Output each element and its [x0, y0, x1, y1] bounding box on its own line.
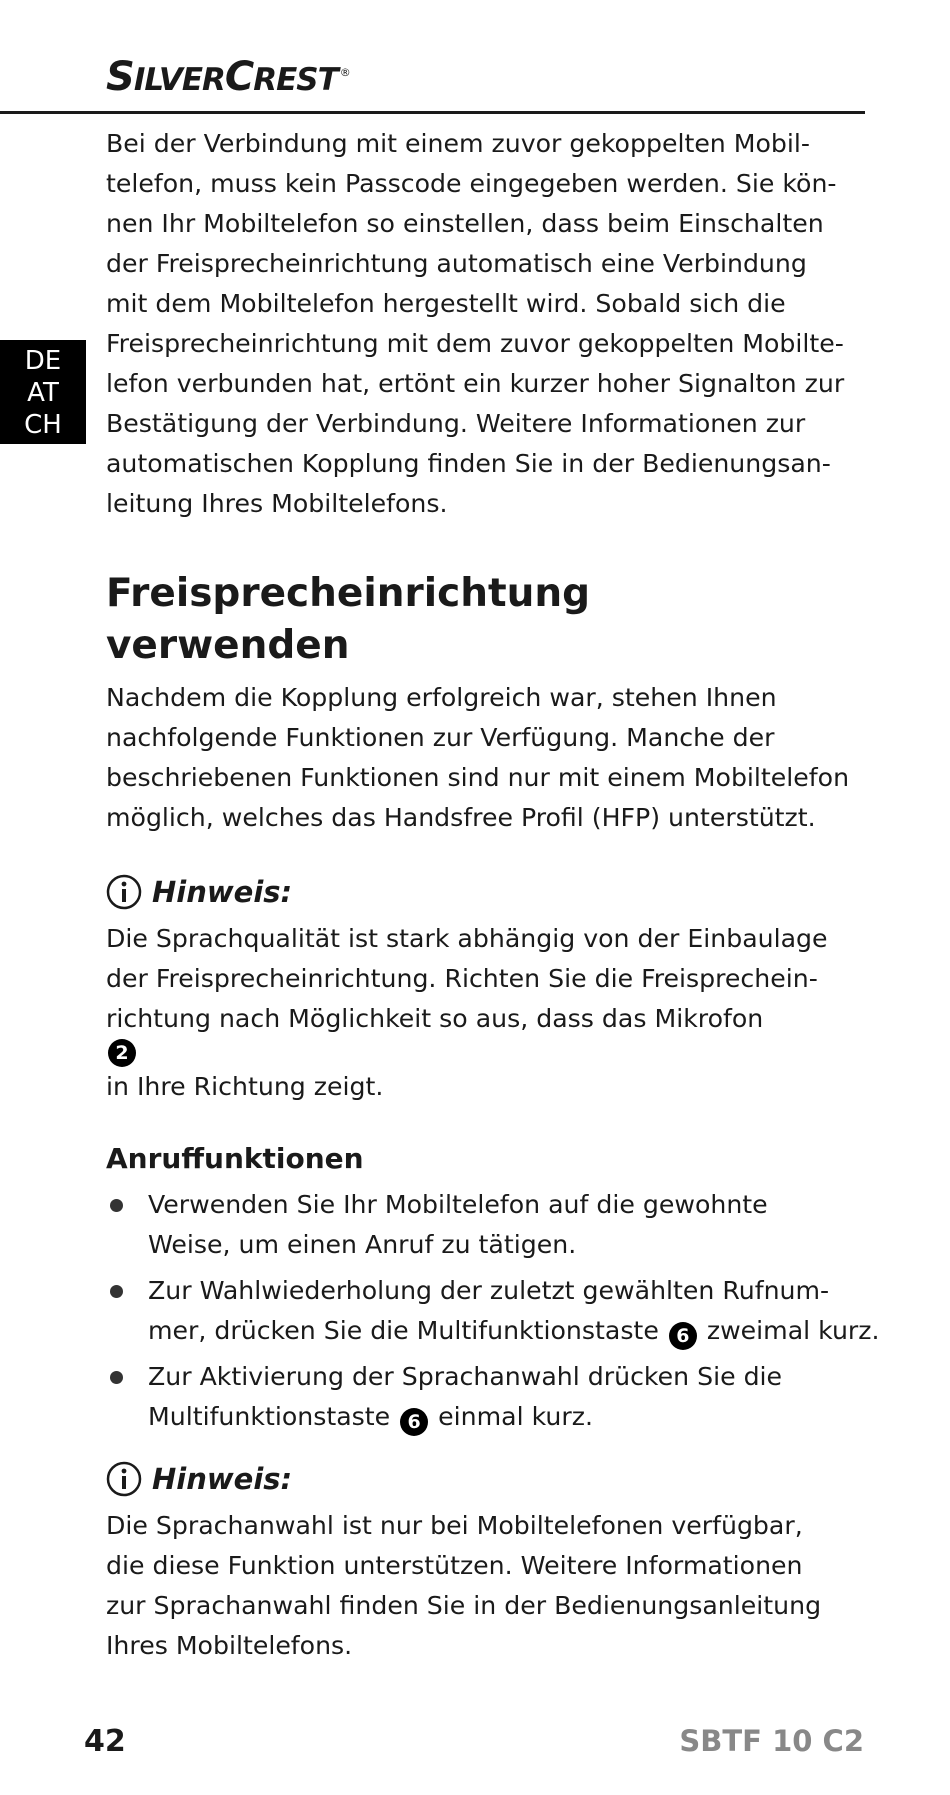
note-title: Hinweis:: [152, 1462, 293, 1496]
note-paragraph: Die Sprachqualität ist stark abhängig von der Einbaulage der Freisprecheinrichtung. Richten Sie die Freisprechein- richtung nach Möglichkeit so aus, dass das Mikrofon 2 in Ihre Richtung zeigt.: [106, 924, 828, 1101]
bullet-icon: [110, 1371, 123, 1384]
list-item: Zur Wahlwiederholung der zuletzt gewählten Rufnum- mer, drücken Sie die Multifunktionstaste 6 zweimal kurz.: [106, 1271, 846, 1351]
component-number-badge: 6: [400, 1408, 428, 1436]
component-number-badge: 6: [669, 1322, 697, 1350]
section-paragraph: Nachdem die Kopplung erfolgreich war, stehen Ihnen nachfolgende Funktionen zur Verfügung. Manche der beschriebenen Funktionen sind nur mit einem Mobiltelefon möglich, welches das Handsfree Profil (HFP) unterstützt.: [106, 683, 850, 832]
lang-de: DE: [24, 346, 62, 376]
info-icon: [106, 874, 142, 910]
lang-ch: CH: [24, 410, 62, 440]
note-title: Hinweis:: [152, 875, 293, 909]
language-tab: [0, 340, 86, 444]
model-number: SBTF 10 C2: [679, 1724, 864, 1758]
call-functions-list: [106, 1185, 880, 1437]
note-paragraph: Die Sprachanwahl ist nur bei Mobiltelefonen verfügbar, die diese Funktion unterstützen. Weitere Informationen zur Sprachanwahl finden Sie in der Bedienungsanleitung Ihres Mobiltelefons.: [106, 1511, 822, 1660]
note-heading: [106, 870, 846, 914]
bullet-icon: [110, 1285, 123, 1298]
list-item: Verwenden Sie Ihr Mobiltelefon auf die gewohnte Weise, um einen Anruf zu tätigen.: [106, 1185, 846, 1265]
brand-logo: SILVERCREST ®: [106, 54, 350, 100]
component-number-badge: 2: [108, 1039, 136, 1067]
note-heading: [106, 1457, 846, 1501]
section-title: Freisprecheinrichtung verwenden: [106, 571, 591, 668]
page-number: 42: [84, 1724, 126, 1759]
header-rule: [0, 111, 865, 114]
bullet-icon: [110, 1199, 123, 1212]
lang-at: AT: [27, 378, 59, 408]
page-content: [106, 124, 880, 1666]
list-item: Zur Aktivierung der Sprachanwahl drücken Sie die Multifunktionstaste 6 einmal kurz.: [106, 1357, 846, 1437]
subsection-title: Anruffunktionen: [106, 1142, 364, 1175]
info-icon: [106, 1461, 142, 1497]
intro-paragraph: Bei der Verbindung mit einem zuvor gekoppelten Mobil- telefon, muss kein Passcode eingegeben werden. Sie kön- nen Ihr Mobiltelefon so einstellen, dass beim Einschalten der Freisprecheinrichtung automatisch eine Verbindung mit dem Mobiltelefon hergestellt wird. Sobald sich die Freisprecheinrichtung mit dem zuvor gekoppelten Mobilte- lefon verbunden hat, ertönt ein kurzer hoher Signalton zur Bestätigung der Verbindung. Weitere Informationen zur automatischen Kopplung finden Sie in der Bedienungsan- leitung Ihres Mobiltelefons.: [106, 129, 845, 518]
